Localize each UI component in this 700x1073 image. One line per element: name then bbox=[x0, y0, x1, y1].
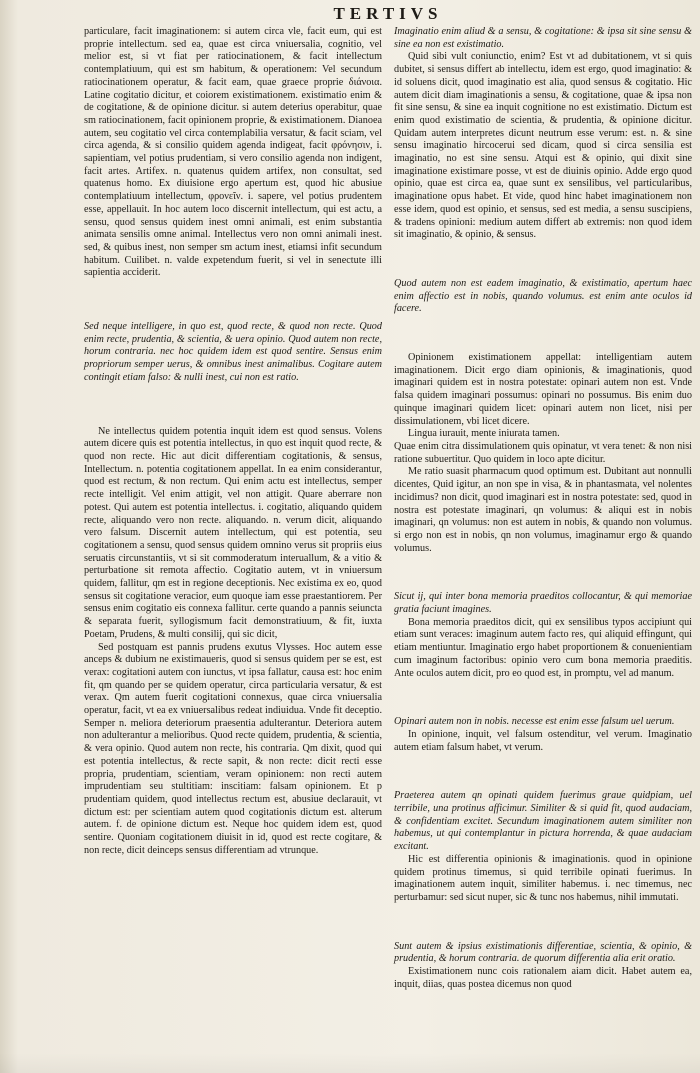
lemma-paragraph: Quod autem non est eadem imaginatio, & existimatio, apertum haec enim affectio est in nobis, quando volumus. est enim ante oculos id facere. bbox=[394, 277, 692, 315]
spacer bbox=[394, 696, 692, 700]
spacer bbox=[394, 332, 692, 336]
commentary-paragraph: Hic est differentia opinionis & imaginationis. quod in opinione quidem protinus timemus, si quid terribile opinati fuerimus. In imaginationem autem inquit, similiter habemus. i. nec timemus, nec perturbamur: sed sicut nuper, sic & tunc nos habemus, nihil immutati. bbox=[394, 853, 692, 903]
commentary-paragraph: Me ratio suasit pharmacum quod optimum est. Dubitant aut nonnulli dicentes, Quid igitur, an non spe in visa, & in phantasmata, vel nolentes incidimus? non dicit, quod imaginari est in nostra potestate: sed, quod in nostra est potestate imaginari, qn volumus: & aliqui est in nobis imaginari, qn volumus: non est autem in nobis, & quando non volumus. si ergo non est in nobis, qn non volumus, imaginamur ergo & quando volumus. bbox=[394, 466, 692, 554]
commentary-paragraph: Lingua iurauit, mente iniurata tamen. bbox=[408, 428, 560, 440]
page-shadow bbox=[0, 1053, 700, 1073]
spacer bbox=[84, 401, 382, 410]
commentary-paragraph: Sed postquam est pannis prudens exutus Vlysses. Hoc autem esse anceps & dubium ne existimaueris, quod si sensus quidem per se est, est verax: cogitationi autem con iunctus, vt ipsa fallatur, causa est: hoc enim fit, qm quando per se quidem operatur, circa particularia versatur, & est verax. Qm autem fuerit cogitationi connexus, quae circa vniuersalia operatur, facit, vt ea ex vniuersalibus redeat indiuidua. Vnde fit deceptio. Semper n. meliora deteriorum praesentia adulterantur. Deteriora autem non adulterantur a melioribus. Quod recte quidem, prudentia, & scientia, & vera opinio. Quod autem non recte, his contraria. Qm dixit, quod qui est potentia intellectus, & recte sapit, & non recte: dicit recti esse propria, prudentiam, scientiam, veram opinionem: non recti autem imprudentiam seu stultitiam: inscitiam: falsam opinionem. Et p prudentiam quidem, quod intellectus rectum est, abusiue declarauit, vt dictum est: per scientiam autem quod cogitationis dictum est. alterum autem. f. de opinione dictum est. Neque hoc quidem idem est, quod sentire. Quoniam cogitationem diuisit in id, quod est recte cogitare, & non recte, dicit deinceps sensus differentiam ad vtrunque. bbox=[84, 641, 382, 856]
commentary-paragraph: Bona memoria praeditos dicit, qui ex sensilibus typos accipiunt qui etiam sunt veraces: imaginum autem facto res, qui aliquid effingunt, qui etiam mentiuntur. Imaginatio ergo habet proportionem & conuenientiam cum imaginum factoribus: opinio vero cum bona memoria praeditis. Ante oculos autem dicit, pro eo quod est, in promptu, vel ad manum. bbox=[394, 616, 692, 679]
text-columns bbox=[84, 26, 692, 991]
commentary-paragraph: In opinione, inquit, vel falsum ostenditur, vel verum. Imaginatio autem etiam falsum habet, vt verum. bbox=[394, 728, 692, 753]
spacer bbox=[394, 258, 692, 262]
commentary-paragraph: Opinionem existimationem appellat: intelligentiam autem imaginationem. Dicit ergo diam opinionis, & imaginationis, quod imaginari quidem est in nostra potestate: opinari autem non est. Vnde falsa quidem imaginari possumus: opinari no possumus. Bis enim duo quinque imaginari quidem licet: opinari autem non licet, nisi per dissimulationem, vbi licet dicere. bbox=[394, 352, 692, 427]
lemma-paragraph: Sed neque intelligere, in quo est, quod recte, & quod non recte. Quod enim recte, prudentia, & scientia, & uera opinio. Quod autem non recte, horum contraria. nec hoc quidem idem est quod sentire. Sensus enim propriorum semper uerus, & omnibus inest animalibus. Cogitare autem contingit etiam falso: & nulli inest, cui non est ratio. bbox=[84, 321, 382, 383]
commentary-paragraph: Ne intellectus quidem potentia inquit idem est quod sensus. Volens autem dicere quis est potentia intellectus, in quo est inquit quod recte, & quod non recte. Hic aut dicit differentiam cogitationis, & sensus, Intellectum. n. potentia cogitationem appellat. In ea enim considerantur, quod est rectum, & non rectum. Qui enim actu est intellectus, semper recte intelligit. Vel enim attigit, vel non attigit. Quare aberrare non potest. Qui autem est potentia intellectus. i. cogitatio, aliquando quidem recte, aliquando vero non recte. aliquando. n. verum dicit, aliquando vero falsum. Discernit autem intellectum, qui est potentia, seu cogitationem a sensu, quod sensus quidem omnino verus sit propriis eius seruatis circunstantiis, vt si sit commoderatum interuallum, & a vitio & perturbatione sit remota affectio. Cogitatio autem, vt in vniuersum quidem, fallitur, qm est in regione deceptionis. Nec existima ex eo, quod sensus sit cogitatione veracior, eum quoque iam esse praestantiorem. Per sensus enim cogitatio eis connexa fallitur. certe quando a pannis seiuncta & separata fuerit, syllogismum facit demonstratiuum, & fit, iuxta Poetam, Prudens, & multi consilij, qui sic dicit, bbox=[84, 425, 382, 640]
lemma-paragraph: Sunt autem & ipsius existimationis differentiae, scientia, & opinio, & prudentia, & horum contraria. de quorum differentia alia erit oratio. bbox=[394, 940, 692, 965]
spacer bbox=[394, 921, 692, 925]
commentary-paragraph: Existimationem nunc cois rationalem aiam dicit. Habet autem ea, inquit, diias, quas postea dicemus non quod bbox=[394, 966, 692, 990]
left-column bbox=[84, 26, 382, 991]
lemma-paragraph: Imaginatio enim aliud & a sensu, & cogitatione: & ipsa sit sine sensu & sine ea non est existimatio. bbox=[394, 26, 692, 50]
spacer bbox=[84, 296, 382, 305]
lemma-paragraph: Sicut ij, qui inter bona memoria praeditos collocantur, & qui memoriae gratia faciunt imagines. bbox=[394, 591, 692, 616]
commentary-paragraph: Quid sibi vult coniunctio, enim? Est vt ad dubitationem, vt si quis dubitet, si sensus differt ab intellectu, idem est ergo, quod imaginatio: & id soluens dicit, quod imaginatio est alia, quod sensus & cogitatio. Hic autem dicit diam imaginationis a sensu, & cogitatione, quae & ipsa non fit sine sensu, & sine ea inquit cognitione no est existimatio. Dictum est enim quod existimatio de scientia, & prudentia, & opinione dicitur. Quidam autem interpretes dicunt neutrum esse verum: est. n. & sine sensu imaginatio hircocerui sed dicam, quod si circa sensilia est imaginatio, no est sine sensu. Atqui est & opinio, qui dixit sine imaginatione existimare posse, vt est de diuinis opinio. Adde ergo quod opinio, quae est circa ea, quae sunt ex sensilibus, vel particularibus, imaginatione opus habet. Et vide, quod hinc habet imaginationem non esse idem, quod est opinio, et sensus, sed est media, a sensu suscipiens, & tradens opinioni: medium autem differt ab extremis: non quod idem sit imaginatio, & opinio, & sensus. bbox=[394, 51, 692, 241]
spacer bbox=[394, 770, 692, 774]
right-column bbox=[394, 26, 692, 991]
commentary-paragraph: Quae enim citra dissimulationem quis opinatur, vt vera tenet: & non nisi ratione subuertitur. Quo quidem in loco apte dicitur. bbox=[394, 440, 692, 465]
lemma-paragraph: Opinari autem non in nobis. necesse est enim esse falsum uel uerum. bbox=[394, 716, 675, 728]
commentary-paragraph: particulare, facit imaginationem: si autem circa vle, facit eum, qui est proprie intellectum. sed ea, quae est circa vniuersalia, cognitio, vel melior est, si vt fiat per ratiocinationem, & facit intellectum contemplatiuum, qui est sm habitum, & operationem: Vel secundum ratiocinationem operatur, & facit eam, quae graece proprie διάνοια. Latine cogitatio dicitur, et coiorem existimationem. existimatio enim & de cogitatione, & de opinione dicitur. si autem deterius operabitur, quae sm ratiocinationem, facit opinionem proprie, & existimationem. Dianoea autem, seu cogitatio vel circa contemplabilia versatur, & facit sciam, vel circa agenda, & si consilio quidem agenda indigeat, facit φρόνησιν, i. sapientiam, vel potius prudentiam, si vero consilio agenda non indigent, facit artes. Artifex. n. quatenus quidem artifex, non consultat, sed quatenus homo. Ex diuisione ergo apertum est, quod hic abusiue contemplatiuum intellectum, φρονεῖν. i. sapere, vel potius prudentem esse, appellauit. In hoc autem loco discernit intellectum, qui est actu, a sensu, quod sensus quidem inest omni animali, est enim substantia animata sensilis omne animal. Intellectus vero non omni animali inest. sed, & quibus inest, non semper sm actum inest, etiamsi infit secundum habitum. Cuilibet. n. valde expetendum fuerit, si vel in senectute illi sapientia acciderit. bbox=[84, 26, 382, 279]
spacer bbox=[394, 571, 692, 575]
lemma-paragraph: Praeterea autem qn opinati quidem fuerimus graue quidpiam, uel terribile, una protinus afficimur. Similiter & si quid fit, quod audaciam, & confidentiam excitet. Secundum imaginationem autem similiter non habemus, ut qui contemplantur in pictura horrenda, & quae audaciam excitant. bbox=[394, 790, 692, 853]
running-head: TERTIVS bbox=[333, 4, 443, 23]
